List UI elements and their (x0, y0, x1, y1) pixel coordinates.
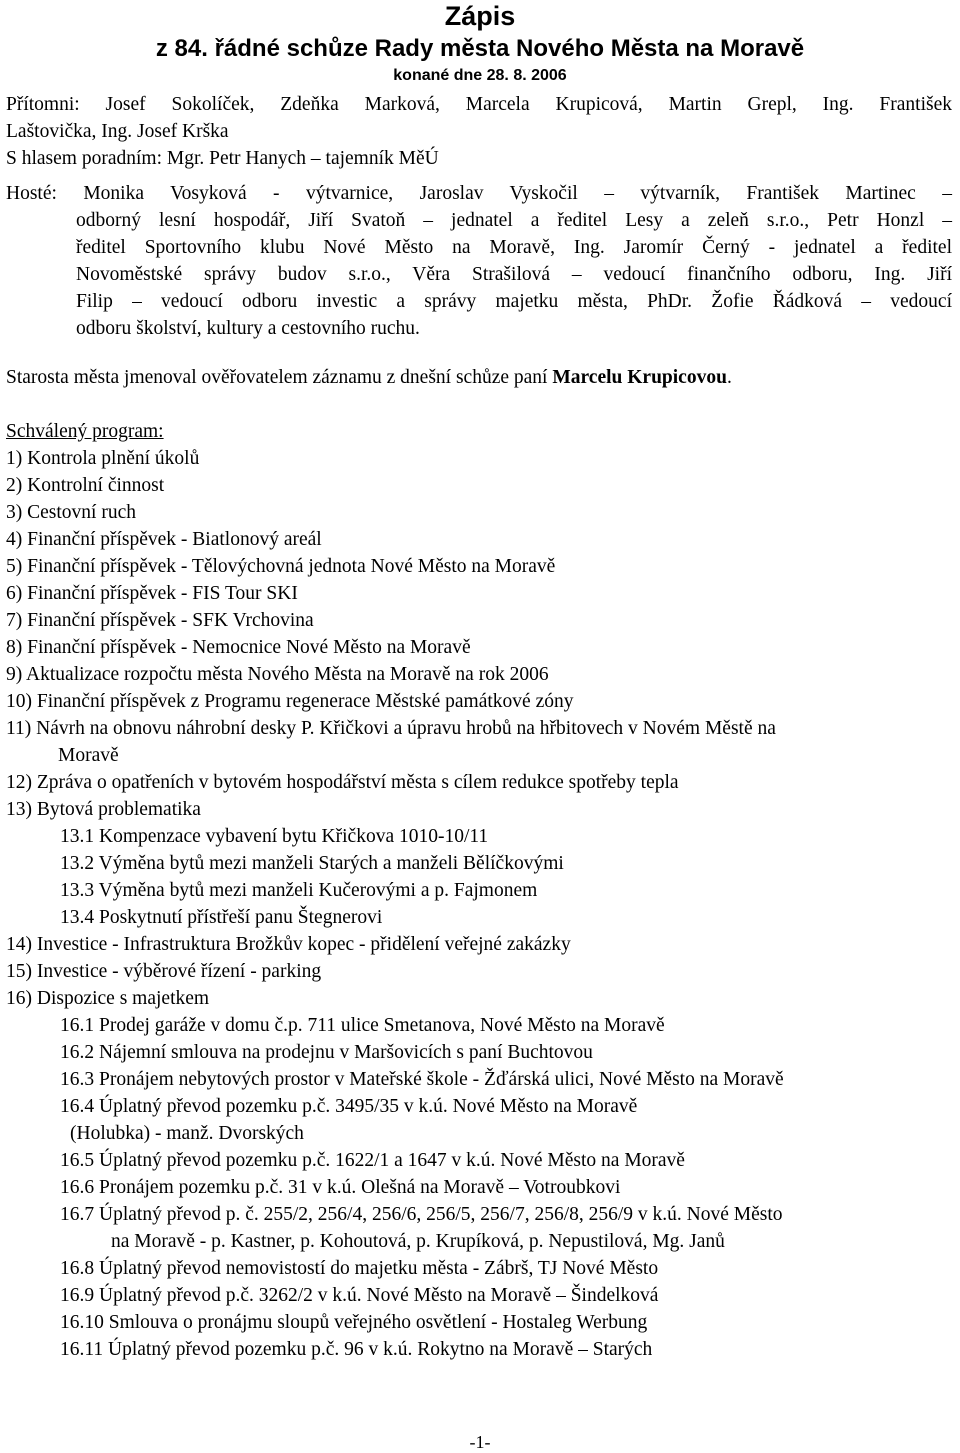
program-item: 16) Dispozice s majetkem (6, 988, 210, 1009)
program-subitem: 16.8 Úplatný převod nemovistostí do majetku města - Zábrš, TJ Nové Město (60, 1258, 659, 1279)
guests-line: Hosté: Monika Vosyková - výtvarnice, Jaroslav Vyskočil – výtvarník, František Martinec – (6, 183, 952, 204)
program-subitem: 13.3 Výměna bytů mezi manželi Kučerovými a p. Fajmonem (60, 880, 538, 901)
attendance-advisory: S hlasem poradním: Mgr. Petr Hanych – tajemník MěÚ (6, 148, 439, 169)
program-subitem: 16.5 Úplatný převod pozemku p.č. 1622/1 a 1647 v k.ú. Nové Město na Moravě (60, 1150, 685, 1171)
program-item: 12) Zpráva o opatřeních v bytovém hospodářství města s cílem redukce spotřeby tepla (6, 772, 679, 793)
program-item: 2) Kontrolní činnost (6, 475, 165, 496)
program-subitem: 16.7 Úplatný převod p. č. 255/2, 256/4, 256/6, 256/5, 256/7, 256/8, 256/9 v k.ú. Nové Město (60, 1204, 783, 1225)
program-subitem: 16.11 Úplatný převod pozemku p.č. 96 v k.ú. Rokytno na Moravě – Starých (60, 1339, 653, 1360)
program-subitem: 13.1 Kompenzace vybavení bytu Křičkova 1010-10/11 (60, 826, 489, 847)
program-item: 6) Finanční příspěvek - FIS Tour SKI (6, 583, 298, 604)
program-heading: Schválený program: (6, 421, 164, 442)
program-subitem: 16.9 Úplatný převod p.č. 3262/2 v k.ú. Nové Město na Moravě – Šindelková (60, 1285, 659, 1306)
program-item: 5) Finanční příspěvek - Tělovýchovná jednota Nové Město na Moravě (6, 556, 556, 577)
page-number: -1- (469, 1432, 491, 1452)
program-item: 4) Finanční příspěvek - Biatlonový areál (6, 529, 322, 550)
program-subitem: 16.3 Pronájem nebytových prostor v Mateřské škole - Žďárská ulici, Nové Město na Moravě (60, 1069, 784, 1090)
verifier-text: Starosta města jmenoval ověřovatelem záznamu z dnešní schůze paní (6, 367, 553, 388)
program-item: 15) Investice - výběrové řízení - parking (6, 961, 322, 982)
program-item: 10) Finanční příspěvek z Programu regenerace Městské památkové zóny (6, 691, 574, 712)
program-item: 13) Bytová problematika (6, 799, 201, 820)
program-item-continuation: Moravě (58, 745, 119, 766)
program-subitem: 16.6 Pronájem pozemku p.č. 31 v k.ú. Olešná na Moravě – Votroubkovi (60, 1177, 621, 1198)
guests-line: Novoměstské správy budov s.r.o., Věra Strašilová – vedoucí finančního odboru, Ing. Jiří (76, 264, 952, 285)
program-item: 14) Investice - Infrastruktura Brožkův kopec - přidělení veřejné zakázky (6, 934, 571, 955)
attendance-present-line-2: Laštovička, Ing. Josef Krška (6, 121, 229, 142)
program-subitem: 16.1 Prodej garáže v domu č.p. 711 ulice Smetanova, Nové Město na Moravě (60, 1015, 665, 1036)
document-subtitle: z 84. řádné schůze Rady města Nového Města na Moravě (155, 35, 805, 62)
guests-line: odborný lesní hospodář, Jiří Svatoň – jednatel a ředitel Lesy a zeleň s.r.o., Petr Honzl – (76, 210, 952, 231)
attendance-present-line-1: Přítomni: Josef Sokolíček, Zdeňka Marková, Marcela Krupicová, Martin Grepl, Ing. František (6, 94, 952, 115)
guests-line: ředitel Sportovního klubu Nové Město na Moravě, Ing. Jaromír Černý - jednatel a ředitel (76, 237, 952, 258)
verifier-statement (6, 364, 732, 391)
program-item: 7) Finanční příspěvek - SFK Vrchovina (6, 610, 314, 631)
guests-line: Filip – vedoucí odboru investic a správy majetku města, PhDr. Žofie Řádková – vedoucí (76, 291, 952, 312)
verifier-end: . (726, 367, 732, 388)
program-subitem-continuation: (Holubka) - manž. Dvorských (70, 1123, 304, 1144)
program-subitem: 13.4 Poskytnutí přístřeší panu Štegnerovi (60, 907, 383, 928)
program-subitem: 16.10 Smlouva o pronájmu sloupů veřejného osvětlení - Hostaleg Werbung (60, 1312, 648, 1333)
program-item: 1) Kontrola plnění úkolů (6, 448, 200, 469)
document-title: Zápis (444, 1, 516, 31)
program-item: 9) Aktualizace rozpočtu města Nového Města na Moravě na rok 2006 (6, 664, 549, 685)
meeting-date: konané dne 28. 8. 2006 (393, 67, 567, 84)
program-subitem-continuation: na Moravě - p. Kastner, p. Kohoutová, p. Krupíková, p. Nepustilová, Mg. Janů (111, 1231, 725, 1252)
guests-line: odboru školství, kultury a cestovního ruchu. (76, 318, 420, 339)
program-item: 8) Finanční příspěvek - Nemocnice Nové Město na Moravě (6, 637, 471, 658)
program-subitem: 16.4 Úplatný převod pozemku p.č. 3495/35 v k.ú. Nové Město na Moravě (60, 1096, 638, 1117)
program-subitem: 13.2 Výměna bytů mezi manželi Starých a manželi Bělíčkovými (60, 853, 564, 874)
verifier-name: Marcelu Krupicovou (552, 367, 727, 388)
program-item: 3) Cestovní ruch (6, 502, 136, 523)
program-subitem: 16.2 Nájemní smlouva na prodejnu v Maršovicích s paní Buchtovou (60, 1042, 593, 1063)
program-item: 11) Návrh na obnovu náhrobní desky P. Křičkovi a úpravu hrobů na hřbitovech v Novém Městě na (6, 718, 776, 739)
